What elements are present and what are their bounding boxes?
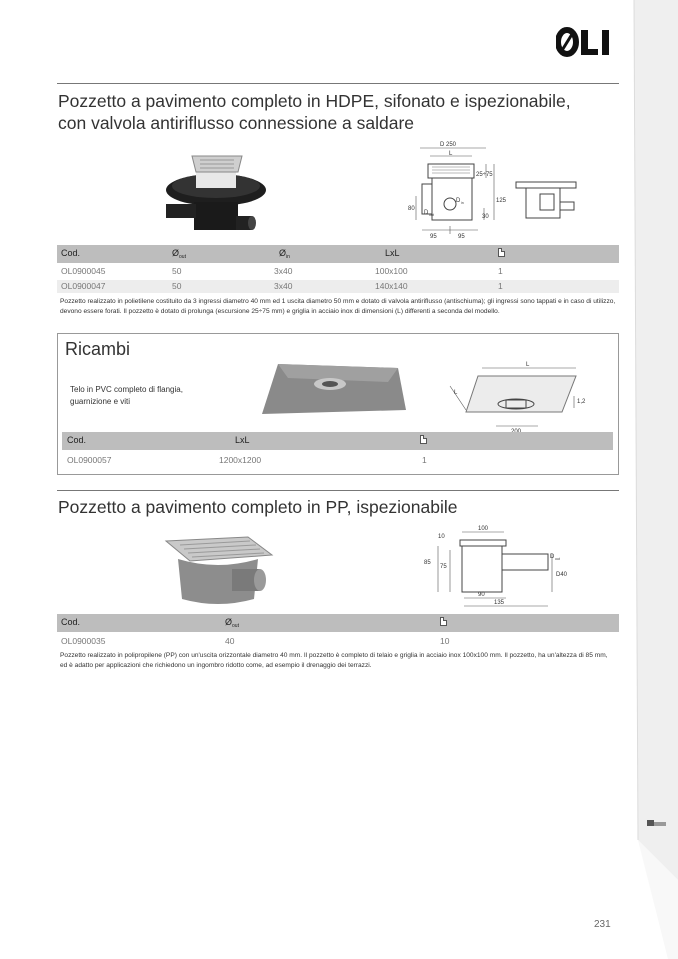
dim-90: 90 — [478, 592, 485, 598]
table-row: OL0900057 1200x1200 1 — [67, 455, 427, 465]
section1-description: Pozzetto realizzato in polietilene costituito da 3 ingressi diametro 40 mm ed 1 uscita diametro 50 mm e dotato di valvola antiriflusso (antischiuma); gli ingressi sono tappati e in caso di utilizzo, devono essere forati. Il pozzetto è dotato di prolunga (escursione 25÷75 mm) e griglia in acciaio inox di dimensioni (L) differenti a seconda del modello. — [60, 298, 616, 315]
dim-l: L — [449, 151, 453, 157]
col-qty-icon — [420, 435, 427, 446]
section2-rule — [57, 490, 619, 491]
dim-10: 10 — [438, 534, 445, 540]
section2-title: Pozzetto a pavimento completo in PP, ispezionabile — [58, 497, 458, 517]
svg-text:out: out — [555, 557, 560, 561]
dim-30: 30 — [482, 214, 489, 220]
ricambi-item-text: Telo in PVC completo di flangia, guarnizione e viti — [70, 385, 183, 406]
section1-rule — [57, 83, 619, 84]
page-edge-decoration — [628, 0, 678, 959]
dim-135: 135 — [494, 600, 505, 606]
table-row: OL0900035 40 10 — [61, 636, 450, 646]
page-number: 231 — [594, 919, 611, 930]
table-row: OL0900047 50 3x40 140x140 1 — [57, 280, 619, 293]
col-qty-icon — [498, 248, 505, 259]
dim-80: 80 — [408, 206, 415, 212]
dim-100: 100 — [478, 526, 489, 532]
section2-table-header — [57, 614, 619, 632]
dim-d250: D 250 — [440, 142, 457, 148]
pp-drain-section-diagram — [420, 520, 580, 612]
dim-l-top: L — [526, 362, 530, 368]
section1-table-header — [57, 245, 619, 263]
dim-75: 75 — [440, 564, 447, 570]
drain-thumbnail-icon — [646, 818, 668, 830]
svg-text:in: in — [461, 201, 464, 205]
dim-dout: D — [424, 210, 429, 216]
dim-d40: D40 — [556, 572, 568, 578]
col-qty-icon — [440, 617, 447, 628]
col-cod: Cod. — [67, 435, 87, 445]
pvc-sheet-image — [258, 362, 408, 418]
ricambi-title: Ricambi — [65, 339, 131, 359]
col-lxl: LxL — [385, 248, 400, 258]
svg-text:out: out — [429, 213, 434, 217]
col-din: $Ø_{in}$ — [279, 248, 290, 260]
col-dout: $Ø_{out}$ — [172, 248, 186, 260]
table-row: OL0900045 50 3x40 100x100 1 — [61, 266, 503, 276]
dim-dout: D — [550, 554, 555, 560]
oli-logo-mark — [556, 22, 620, 58]
section2-description: Pozzetto realizzato in polipropilene (PP) con un'uscita orizzontale diametro 40 mm. Il pozzetto è completo di telaio e griglia in acciaio inox 100x100 mm. Il pozzetto, ha un'altezza di 85 mm, ed è adatto per applicazioni che richiedono un ingombro ridotto come, ad esempio il drenaggio dei terrazzi. — [60, 652, 608, 669]
dim-l-side: L — [454, 390, 458, 396]
col-cod: Cod. — [61, 617, 81, 627]
section1-title-line2: con valvola antiriflusso connessione a saldare — [58, 113, 415, 133]
pvc-sheet-diagram — [442, 356, 592, 436]
dim-din: D — [456, 198, 461, 204]
oli-logo — [556, 22, 620, 58]
dim-85: 85 — [424, 560, 431, 566]
section1-title-line1: Pozzetto a pavimento completo in HDPE, sifonato e ispezionabile, — [58, 91, 571, 111]
col-lxl: LxL — [235, 435, 250, 445]
pp-drain-product-image — [160, 535, 278, 609]
dim-h: 1,2 — [577, 399, 586, 405]
dim-range: 25÷75 — [476, 172, 493, 178]
hdpe-drain-section-diagram — [400, 136, 612, 244]
dim-95b: 95 — [458, 234, 465, 240]
col-dout: $Ø_{out}$ — [225, 617, 239, 629]
dim-125: 125 — [496, 198, 507, 204]
hdpe-drain-product-image — [160, 150, 270, 242]
dim-95a: 95 — [430, 234, 437, 240]
col-cod: Cod. — [61, 248, 81, 258]
ricambi-table-header — [62, 432, 613, 450]
